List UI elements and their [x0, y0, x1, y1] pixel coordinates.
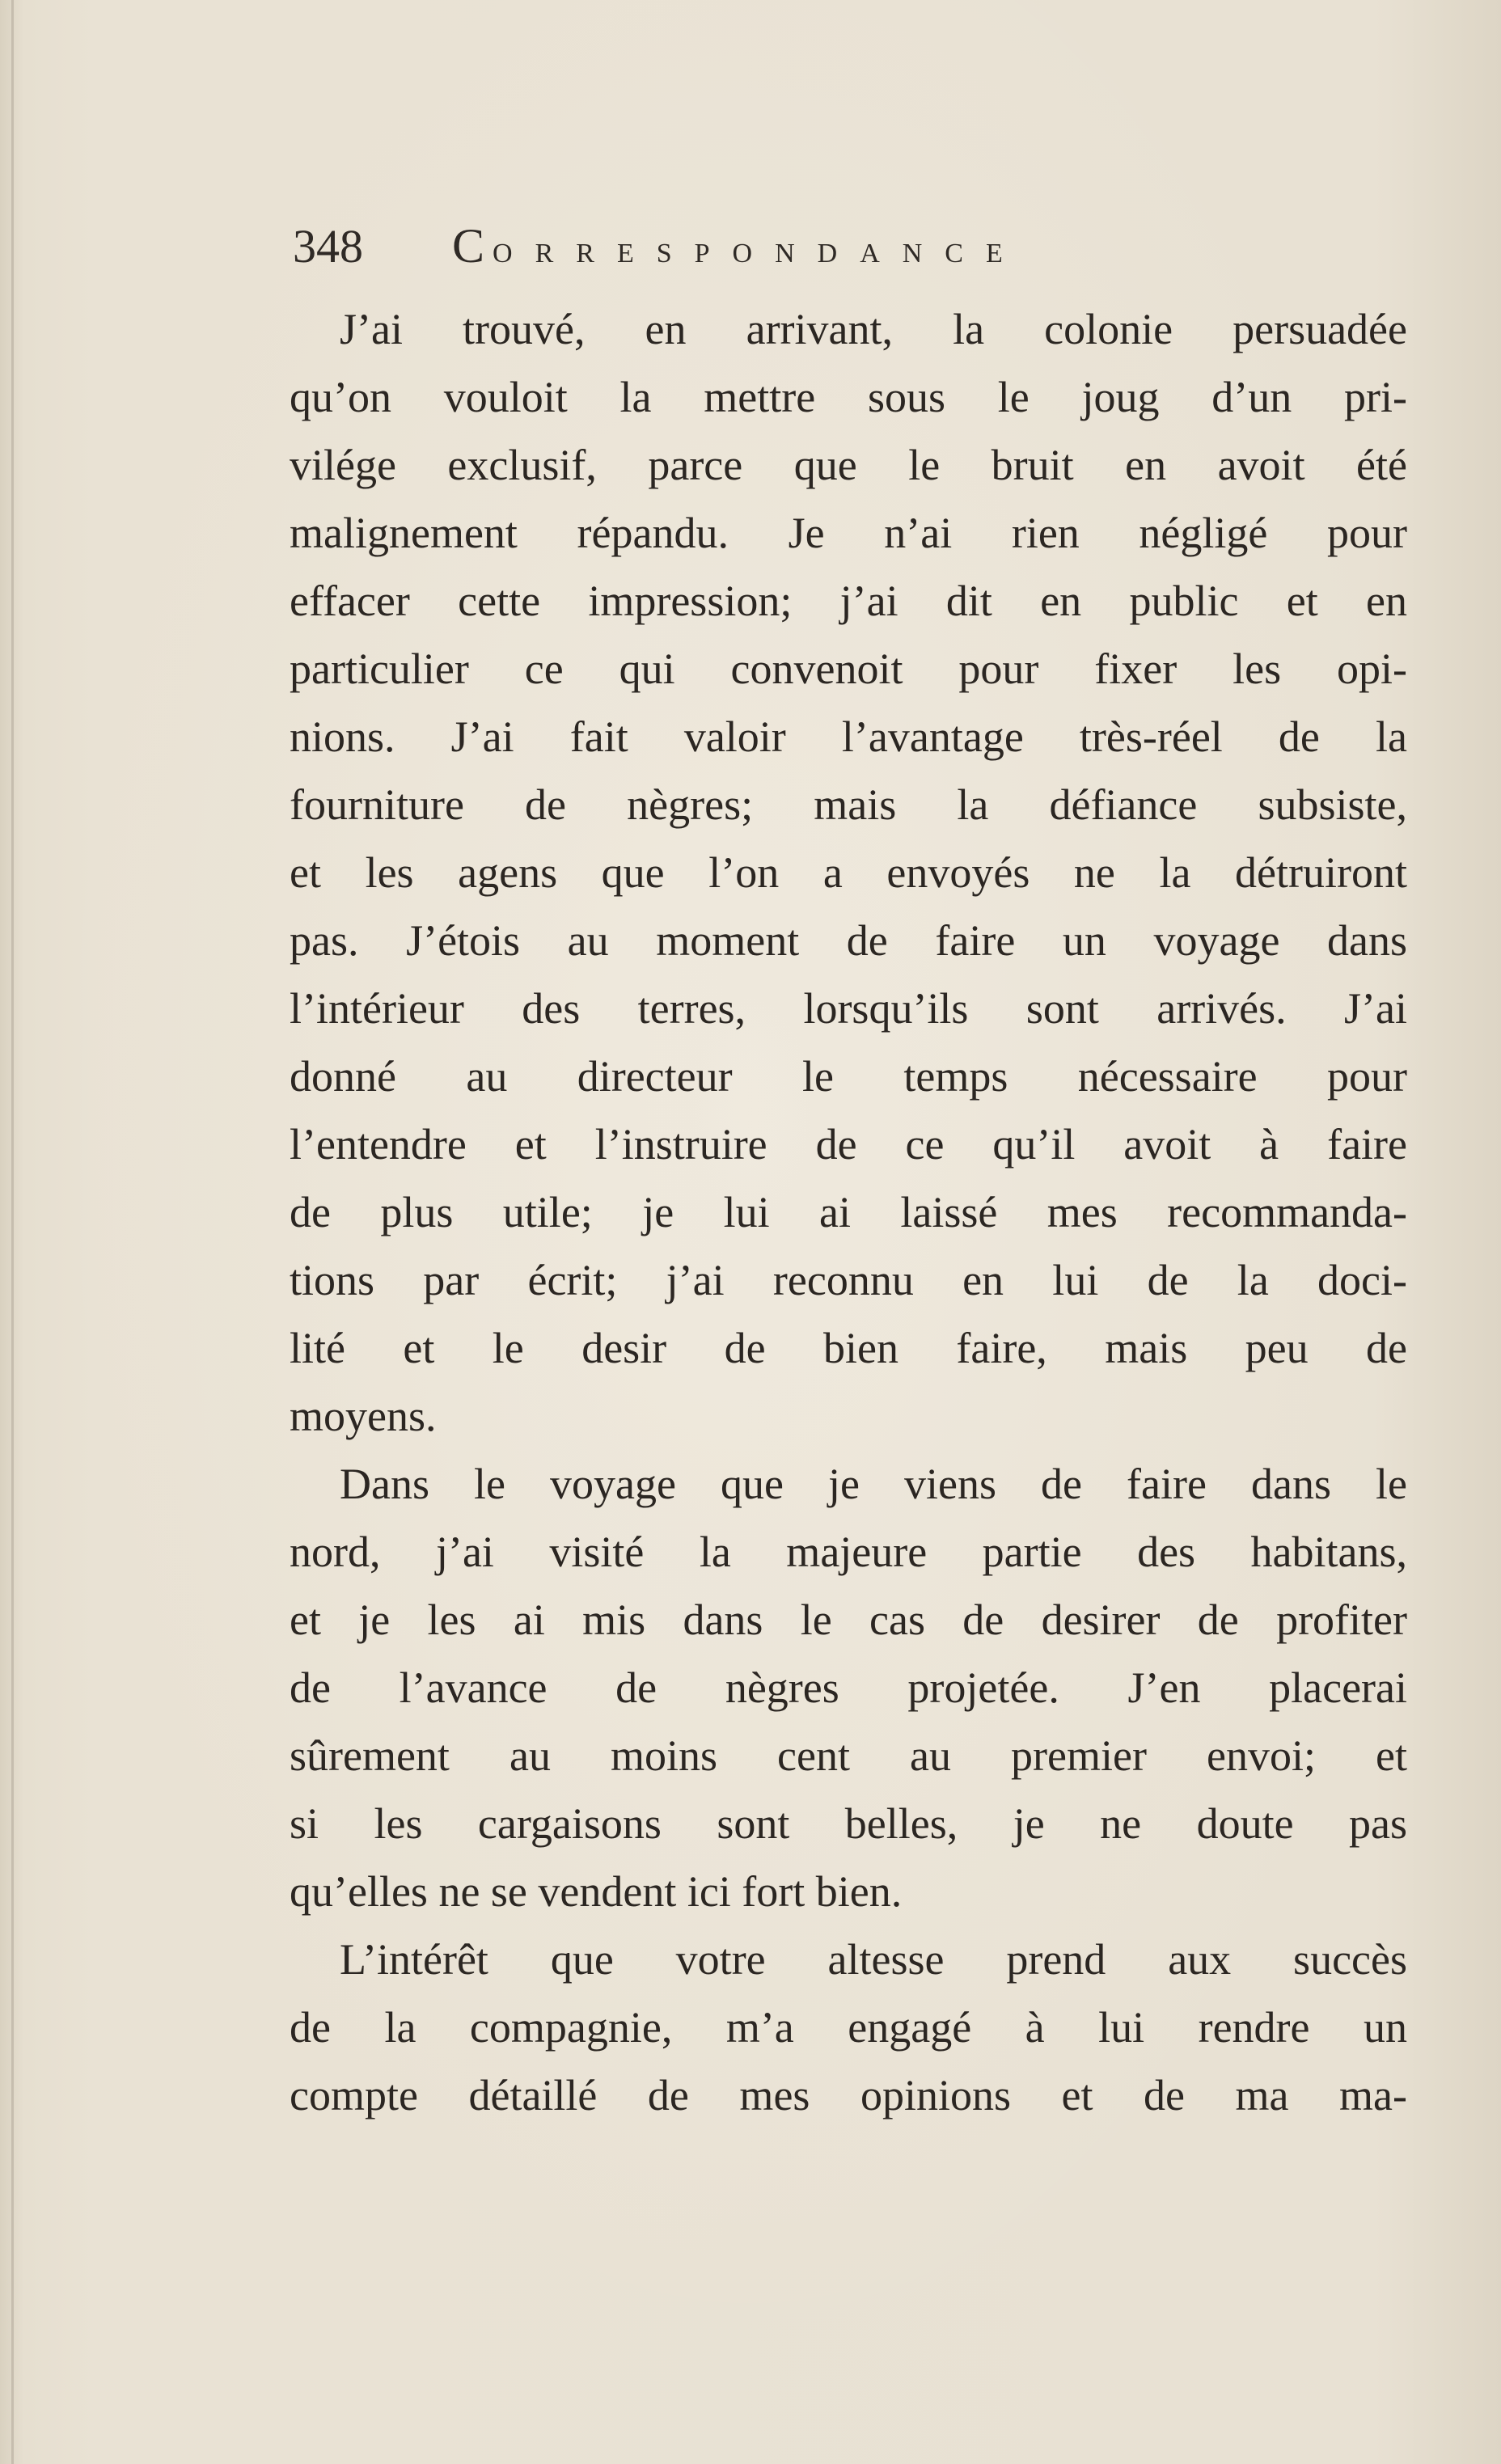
text-line: nions. J’ai fait valoir l’avantage très-réel de la: [290, 712, 1407, 761]
text-line: L’intérêt que votre altesse prend aux succès: [340, 1935, 1407, 1984]
text-line: de la compagnie, m’a engagé à lui rendre un: [290, 2003, 1407, 2052]
text-line: et les agens que l’on a envoyés ne la détruiront: [290, 848, 1407, 897]
page-gutter-edge: [11, 0, 14, 2464]
running-title-rest: ORRESPONDANCE: [493, 239, 1025, 268]
text-line: l’intérieur des terres, lorsqu’ils sont arrivés. J’ai: [290, 984, 1407, 1033]
text-line: donné au directeur le temps nécessaire pour: [290, 1052, 1407, 1101]
running-head: [293, 218, 1296, 283]
text-line: malignement répandu. Je n’ai rien négligé pour: [290, 509, 1407, 557]
text-line: fourniture de nègres; mais la défiance subsiste,: [290, 780, 1407, 829]
text-line: particulier ce qui convenoit pour fixer les opi-: [290, 645, 1407, 693]
text-line: qu’on vouloit la mettre sous le joug d’un pri-: [290, 373, 1407, 421]
text-line: Dans le voyage que je viens de faire dans le: [340, 1460, 1407, 1508]
text-line: effacer cette impression; j’ai dit en public et en: [290, 577, 1407, 625]
body-text: [290, 295, 1407, 2129]
text-line: tions par écrit; j’ai reconnu en lui de la doci-: [290, 1256, 1407, 1304]
text-line: qu’elles ne se vendent ici fort bien.: [290, 1867, 903, 1916]
text-line: compte détaillé de mes opinions et de ma ma-: [290, 2071, 1407, 2120]
text-line: nord, j’ai visité la majeure partie des habitans,: [290, 1528, 1407, 1576]
text-line: si les cargaisons sont belles, je ne doute pas: [290, 1799, 1407, 1848]
page-number: 348: [293, 220, 363, 273]
running-title-initial: C: [452, 219, 485, 273]
text-line: de plus utile; je lui ai laissé mes recommanda-: [290, 1188, 1407, 1236]
text-line: et je les ai mis dans le cas de desirer de profiter: [290, 1595, 1407, 1644]
text-line: l’entendre et l’instruire de ce qu’il avoit à faire: [290, 1120, 1407, 1169]
text-line: de l’avance de nègres projetée. J’en placerai: [290, 1663, 1407, 1712]
running-title: [452, 218, 1025, 274]
text-line: pas. J’étois au moment de faire un voyage dans: [290, 916, 1407, 965]
text-line: moyens.: [290, 1392, 437, 1440]
text-line: vilége exclusif, parce que le bruit en avoit été: [290, 441, 1407, 489]
text-line: lité et le desir de bien faire, mais peu de: [290, 1324, 1407, 1372]
text-line: J’ai trouvé, en arrivant, la colonie persuadée: [340, 305, 1407, 353]
text-line: sûrement au moins cent au premier envoi; et: [290, 1731, 1407, 1780]
